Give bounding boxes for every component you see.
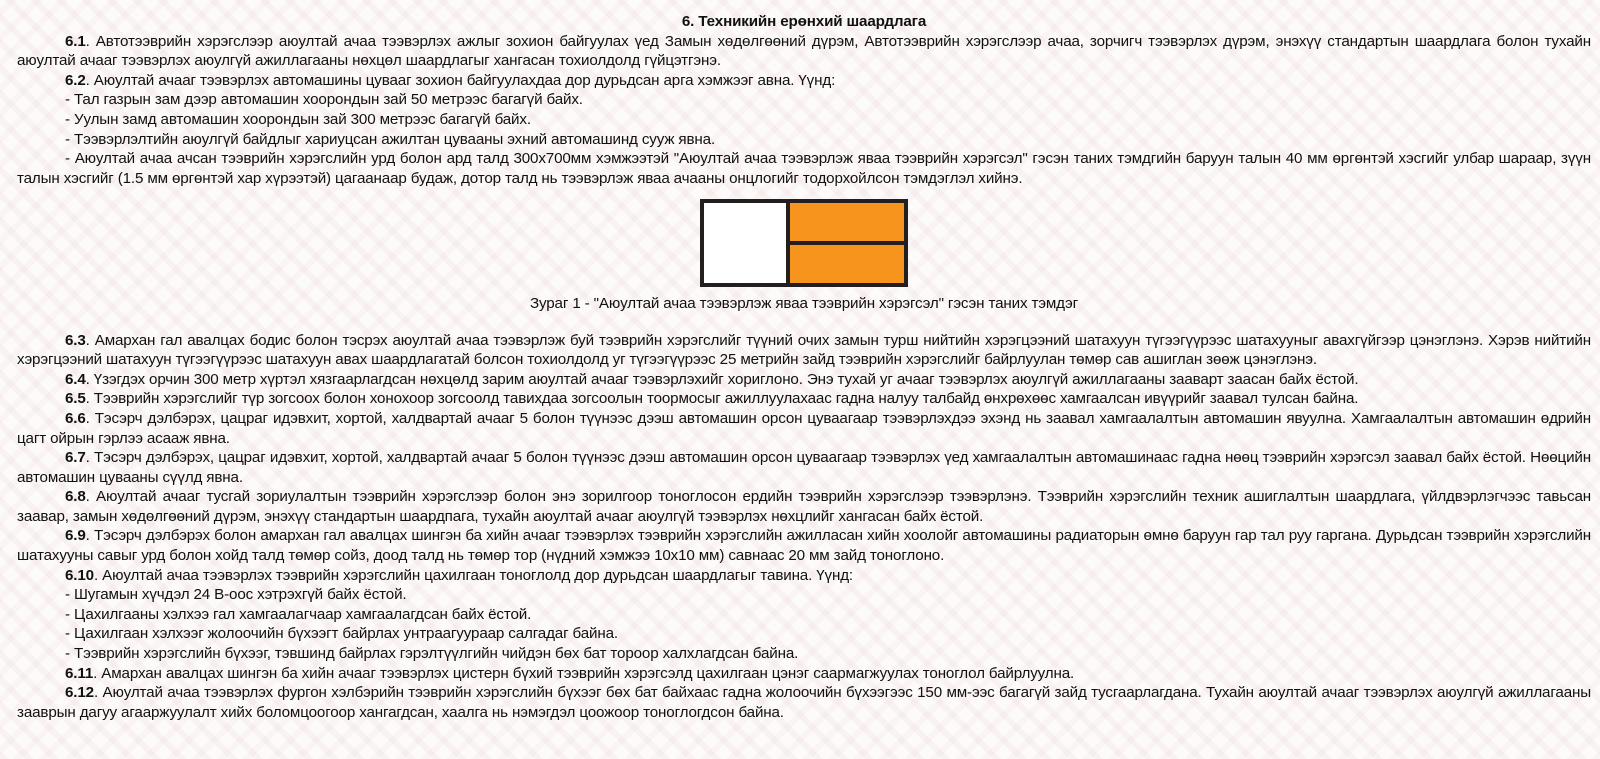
figure-1 <box>17 199 1591 313</box>
clause-number: 6.2 <box>65 71 86 89</box>
paragraph-6-11 <box>17 664 1591 684</box>
paragraph-6-5 <box>17 389 1591 409</box>
clause-text: . Аюултай ачаа тээвэрлэх фургон хэлбэрийн тээврийн хэрэгслийн бүхээг бөх бат байхаас гадна жолоочийн бүхээгээс 150 мм-ээс багагүй зайд тусгаарлагдана. Тухайн аюултай ачааг тээвэрлэх аюулгүй ажиллагааны зааврын дагуу агааржуулалт хийх боломцоогоор хангагдсан, хаалга нь нэмэгдэл цоожоор тоноглогдсон байна. <box>17 684 1591 721</box>
clause-number: 6.6 <box>65 409 86 427</box>
document-body <box>17 12 1591 722</box>
clause-text: . Аюултай ачаа тээвэрлэх тээврийн хэрэгслийн цахилгаан тоноглолд дор дурьдсан шаардлагыг тавина. Үүнд: <box>93 566 853 584</box>
spacer <box>17 314 1591 331</box>
clause-number: 6.12 <box>65 684 94 702</box>
sign-white-panel <box>704 203 786 283</box>
list-item: - Уулын замд автомашин хоорондын зай 300 метрээс багагүй байх. <box>65 110 531 128</box>
paragraph-6-12 <box>17 683 1591 722</box>
list-item: - Тал газрын зам дээр автомашин хоорондын зай 50 метрээс багагүй байх. <box>65 91 583 109</box>
list-item: - Цахилгаан хэлхээг жолоочийн бүхээгт байрлах унтраагуураар салгадаг байна. <box>65 625 618 643</box>
paragraph-6-8 <box>17 487 1591 526</box>
paragraph-6-2 <box>17 71 1591 91</box>
paragraph-6-7 <box>17 448 1591 487</box>
figure-caption: Зураг 1 - "Аюултай ачаа тээвэрлэж яваа тээврийн хэрэгсэл" гэсэн таних тэмдэг <box>529 294 1079 312</box>
clause-text: . Үзэгдэх орчин 300 метр хүртэл хязгаарлагдсан нөхцөлд зарим аюултай ачааг тээвэрлэхийг хориглоно. Энэ тухай уг ачааг тээвэрлэх аюулгүй ажиллагааны зааварт заасан байх ёстой. <box>85 370 1359 388</box>
paragraph-6-6 <box>17 409 1591 448</box>
clause-text: . Автотээврийн хэрэгслээр аюултай ачаа тээвэрлэх ажлыг зохион байгуулах үед Замын хөдөлгөөний дүрэм, Автотээврийн хэрэгслээр ачаа, зорчигч тээвэрлэх дүрэм, энэхүү стандартын шаардлага болон тухайн аюултай ачааг тээвэрлэх аюулгүй ажиллагааны нөхцөл шаардлагыг хангасан тохиолдолд гүйцэтгэнэ. <box>17 32 1591 70</box>
list-item: - Аюултай ачаа ачсан тээврийн хэрэгслийн урд болон ард талд 300x700мм хэмжээтэй "Аюултай ачаа тээвэрлэж яваа тээврийн хэрэгсэл" гэсэн таних тэмдгийн баруун талын 40 мм өргөнтэй хэсгийг улбар шараар, зүүн талын хэсгийг (1.5 мм өргөнтэй хар хүрээтэй) цагаанаар будаж, дотор талд нь тээвэрлэж яваа ачааны онцлогийг тодорхойлсон тэмдэглэл хийнэ. <box>17 150 1591 187</box>
clause-number: 6.8 <box>65 488 86 506</box>
clause-text: . Амархан авалцах шингэн ба хийн ачааг тээвэрлэх цистерн бүхий тээврийн хэрэгсэлд цахилгаан цэнэг саармагжуулах тоноглол байрлуулна. <box>93 664 1075 682</box>
clause-text: . Аюултай ачааг тээвэрлэх автомашины цувааг зохион байгуулахдаа дор дурьдсан арга хэмжээг авна. Үүнд: <box>85 71 836 89</box>
clause-text: . Тэсэрч дэлбэрэх болон амархан гал авалцах шингэн ба хийн ачааг тээвэрлэх тээврийн хэрэгслийн ажилласан хийн хоолойг автомашины радиаторын өмнө баруун гар тал руу гаргана. Дурьдсан тээврийн хэрэгслийн шатахууны савыг урд болон хойд талд төмөр сойз, доод талд нь төмөр тор (нүдний хэмжээ 10x10 мм) савнаас 20 мм зайд тоноглоно. <box>17 527 1591 565</box>
paragraph-6-9 <box>17 526 1591 565</box>
clause-text: . Амархан гал авалцах бодис болон тэсрэх аюултай ачаа тээвэрлэж буй тээврийн хэрэгслийг түүний очих замын турш нийтийн хэрэгцээний шатахуун түгээгүүрээс шатахууныг авахгүйгээр цэнэглэнэ. Хэрэв нийтийн хэрэгцээний шатахуун түгээгүүрээс шатахуун авах шаардлагатай болсон тохиолдолд уг түгээгүүрээс 25 метрийн зайд тээврийн хэрэгслийг байрлуулан төмөр сав ашиглан зөөж цэнэглэнэ. <box>17 331 1591 369</box>
list-item: - Шугамын хүчдэл 24 В-оос хэтрэхгүй байх ёстой. <box>65 586 407 604</box>
clause-number: 6.9 <box>65 527 86 545</box>
clause-number: 6.3 <box>65 331 86 349</box>
clause-number: 6.1 <box>65 32 86 50</box>
clause-text: . Аюултай ачааг тусгай зориулалтын тээврийн хэрэгслээр болон энэ зорилгоор тоноглосон ердийн тээврийн хэрэгслээр тээвэрлэнэ. Тээврийн хэрэгслийн техник ашиглалтын шаардлага, үйлдвэрлэгчээс тавьсан заавар, замын хөдөлгөөний дүрэм, энэхүү стандартын шаардпага, тухайн аюултай ачааг аюулгүй тээвэрлэх нөхцлийг хангасан байх ёстой. <box>17 488 1591 525</box>
clause-text: . Тээврийн хэрэгслийг түр зогсоох болон хонохоор зогсоолд тавихдаа зогсоолын тоормосыг ажиллуулахаас гадна налуу талбайд өнхрөхөөс хамгаалсан ивүүрийг заавал тулсан байна. <box>85 390 1359 408</box>
clause-number: 6.7 <box>65 449 86 467</box>
list-item: - Тээврийн хэрэгслийн бүхээг, тэвшинд байрлах гэрэлтүүлгийн чийдэн бөх бат тороор халхлагдсан байна. <box>65 645 799 663</box>
paragraph-6-10 <box>17 566 1591 586</box>
clause-number: 6.11 <box>65 664 94 682</box>
section-title: 6. Техникийн ерөнхий шаардлага <box>681 13 927 30</box>
hazard-sign-image <box>700 199 908 287</box>
sign-orange-top <box>790 203 904 241</box>
clause-number: 6.4 <box>65 370 86 388</box>
clause-number: 6.10 <box>65 566 94 584</box>
sign-orange-panels <box>790 203 904 283</box>
clause-text: . Тэсэрч дэлбэрэх, цацраг идэвхит, хортой, халдвартай ачааг 5 болон түүнээс дээш автомашин орсон цуваагаар тээвэрлэхдээ эхэнд нь заавал хамгаалалтын автомашин явуулна. Хамгаалалтын автомашин өдрийн цагт ойрын гэрлээ асааж явна. <box>17 409 1591 447</box>
paragraph-6-4 <box>17 370 1591 390</box>
clause-text: . Тэсэрч дэлбэрэх, цацраг идэвхит, хортой, халдвартай ачааг 5 болон түүнээс дээш автомашин орсон цуваагаар тээвэрлэх үед хамгаалалтын автомашинаас гадна нөөц тээврийн хэрэгсэл заавал байх ёстой. Нөөцийн автомашин цувааны сүүлд явна. <box>17 449 1591 486</box>
list-item: - Тээвэрлэлтийн аюулгүй байдлыг хариуцсан ажилтан цувааны эхний автомашинд сууж явна. <box>65 130 716 148</box>
list-item: - Цахилгааны хэлхээ гал хамгаалагчаар хамгаалагдсан байх ёстой. <box>65 605 532 623</box>
clause-number: 6.5 <box>65 390 86 408</box>
paragraph-6-1 <box>17 32 1591 71</box>
sign-orange-bottom <box>790 245 904 283</box>
paragraph-6-3 <box>17 331 1591 370</box>
